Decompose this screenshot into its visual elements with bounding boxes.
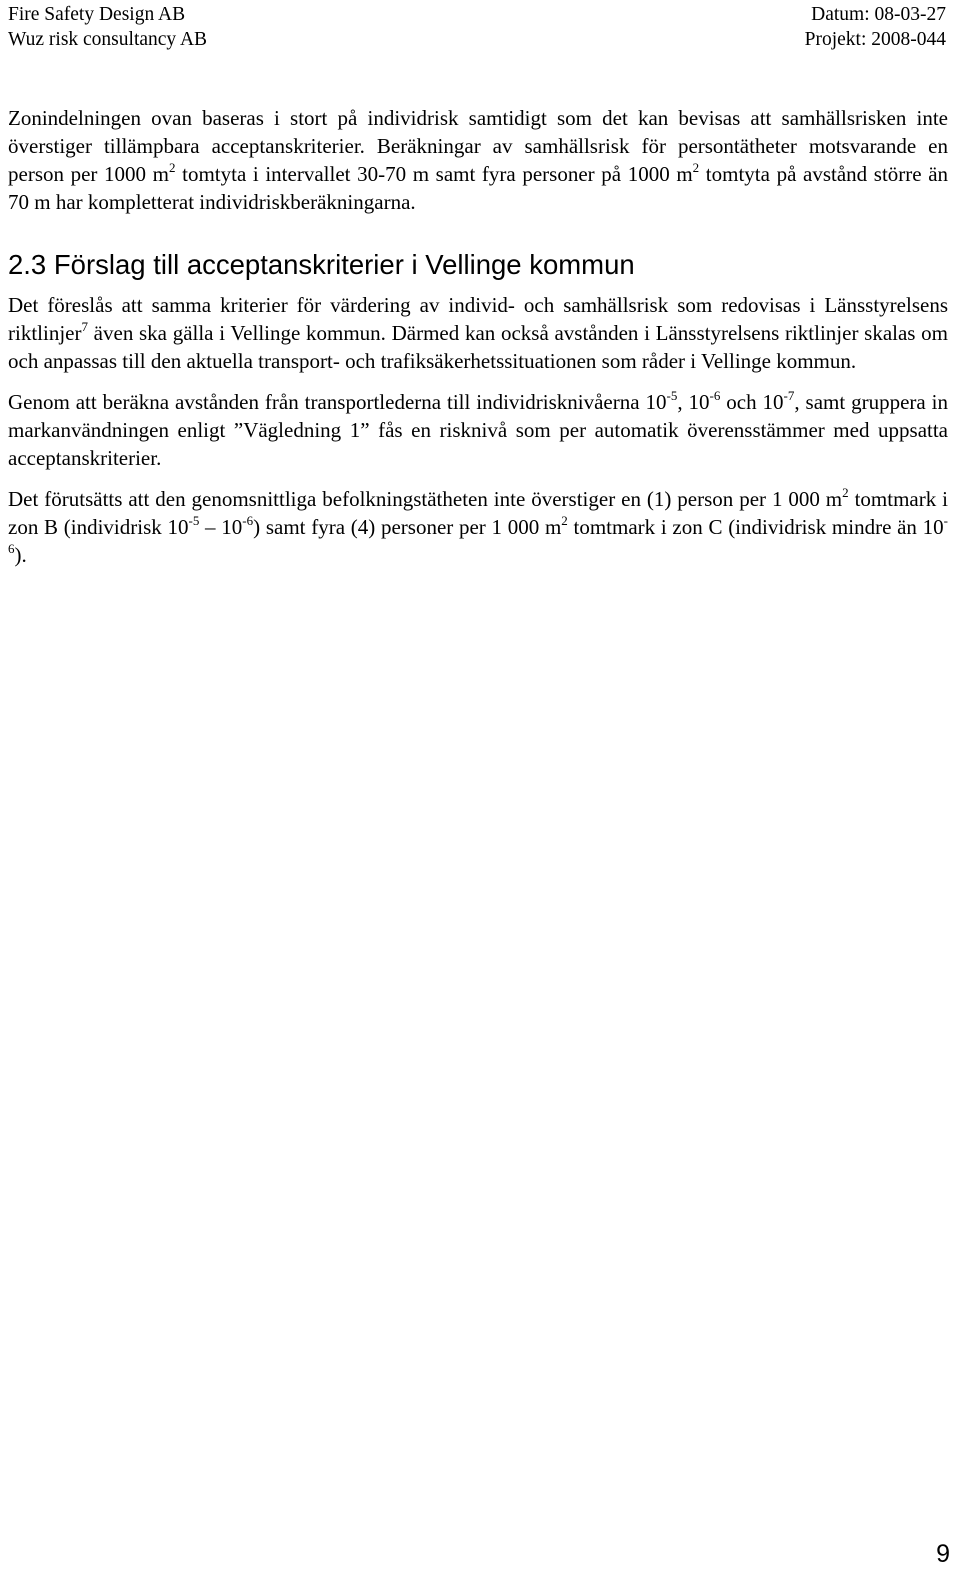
superscript: 2	[561, 513, 568, 528]
text-run: tomtmark i zon C (individrisk mindre än 10	[567, 515, 944, 539]
text-run: , samt gruppera in markanvändningen enligt ”Vägledning 1” fås en risknivå som per automatik överensstämmer med uppsatta acceptanskriterier.	[8, 390, 948, 470]
superscript: -6	[709, 388, 721, 403]
header-date: Datum: 08-03-27	[811, 4, 946, 25]
header-company-2: Wuz risk consultancy AB	[8, 29, 208, 50]
footnote-reference: 7	[81, 319, 88, 334]
text-run: tomtyta i intervallet 30-70 m samt fyra personer på 1000 m	[175, 162, 693, 186]
superscript: 2	[692, 160, 700, 175]
text-run: tomtmark i zon B (individrisk 10	[8, 487, 948, 539]
text-run: , 10	[677, 390, 710, 414]
text-run: och 10	[720, 390, 784, 414]
header-company-1: Fire Safety Design AB	[8, 4, 186, 25]
paragraph-avstand	[8, 388, 948, 472]
paragraph-zonindelning	[8, 104, 948, 216]
text-run: ) samt fyra (4) personer per 1 000 m	[253, 515, 562, 539]
superscript: 2	[169, 160, 176, 175]
text-run: Det förutsätts att den genomsnittliga befolkningstätheten inte överstiger en (1) person per 1 000 m	[8, 487, 843, 511]
page-content	[8, 104, 948, 569]
paragraph-befolkningstathet	[8, 485, 948, 569]
text-run: – 10	[199, 515, 243, 539]
superscript: -6	[242, 513, 254, 528]
page-header	[8, 2, 946, 52]
superscript: -6	[8, 513, 948, 556]
header-project: Projekt: 2008-044	[804, 29, 946, 50]
text-run: Zonindelningen ovan baseras i stort på individrisk samtidigt som det kan bevisas att samhällsrisken inte överstiger tillämpbara acceptanskriterier. Beräkningar av samhällsrisk för persontätheter motsvarande en person per 1000 m	[8, 106, 948, 186]
page-number: 9	[936, 1540, 950, 1568]
superscript: -7	[783, 388, 795, 403]
text-run: Det föreslås att samma kriterier för värdering av individ- och samhällsrisk som redovisas i Länsstyrelsens riktlinjer	[8, 293, 948, 345]
superscript: -5	[188, 513, 200, 528]
text-run: även ska gälla i Vellinge kommun. Därmed kan också avstånden i Länsstyrelsens riktlinjer skalas om och anpassas till den aktuella transport- och trafiksäkerhetssituationen som råder i Vellinge kommun.	[8, 321, 948, 373]
text-run: tomtyta på avstånd större än 70 m har kompletterat individriskberäkningarna.	[8, 162, 949, 214]
superscript: 2	[842, 485, 849, 500]
text-run: ).	[14, 543, 27, 567]
paragraph-kriterier	[8, 291, 948, 375]
header-row-2	[8, 27, 946, 52]
section-heading: 2.3 Förslag till acceptanskriterier i Vellinge kommun	[8, 249, 635, 280]
superscript: -5	[666, 388, 678, 403]
header-row-1	[8, 2, 946, 27]
text-run: Genom att beräkna avstånden från transportlederna till individrisknivåerna 10	[8, 390, 667, 414]
